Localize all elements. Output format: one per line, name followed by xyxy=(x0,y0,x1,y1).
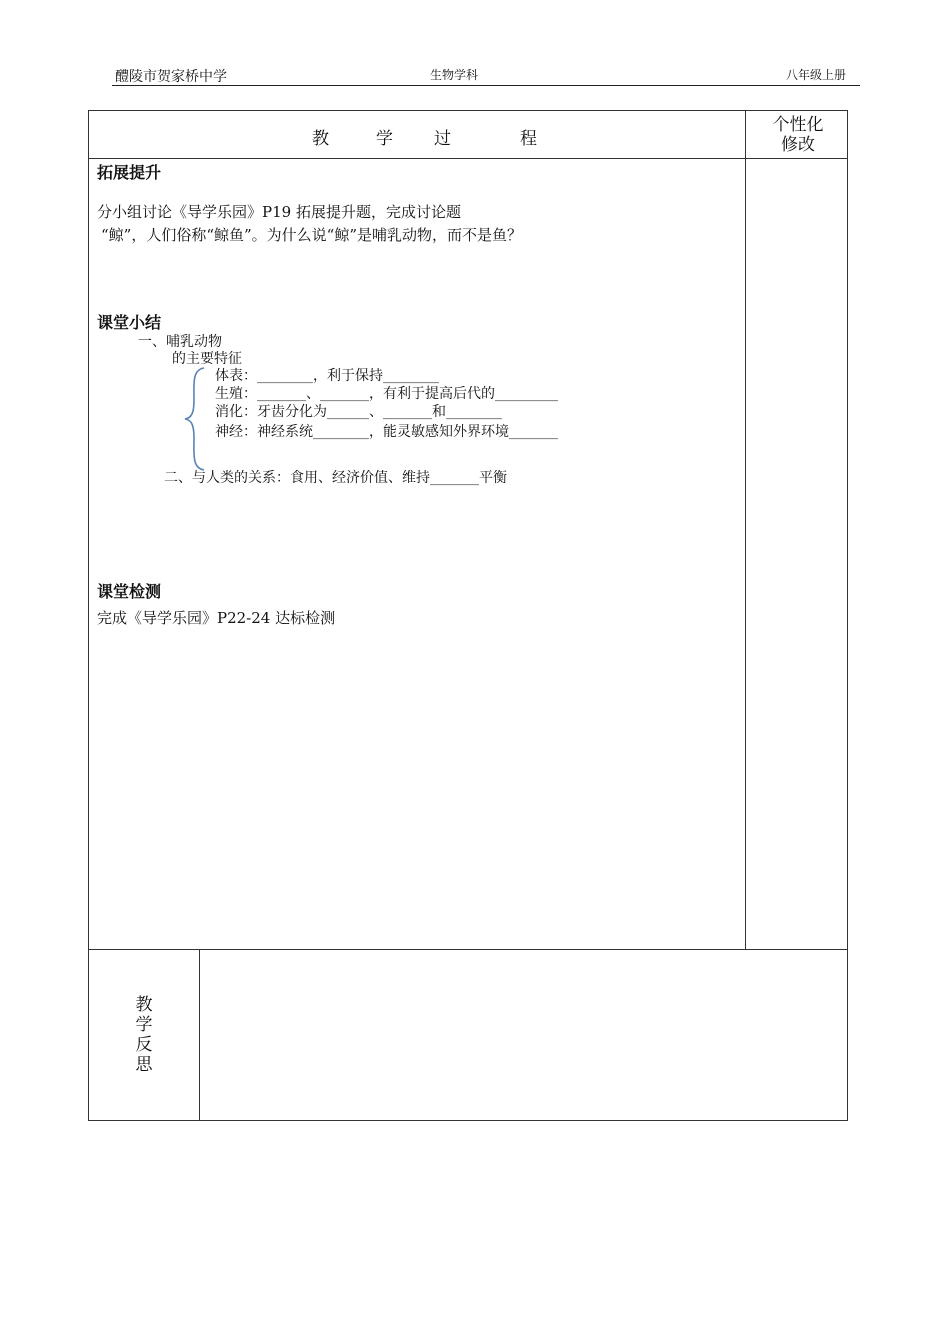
extension-heading: 拓展提升 xyxy=(97,163,162,182)
extension-line: 分小组讨论《导学乐园》P19 拓展提升题，完成讨论题 xyxy=(97,203,461,221)
check-line: 完成《导学乐园》P22-24 达标检测 xyxy=(97,609,336,627)
reflection-char: 教 xyxy=(135,995,153,1015)
check-heading: 课堂检测 xyxy=(97,582,162,601)
feature-row: 生殖：_______、_______，有利于提高后代的_________ xyxy=(215,386,558,402)
summary-item-2: 二、与人类的关系：食用、经济价值、维持_______平衡 xyxy=(164,470,507,486)
summary-heading: 课堂小结 xyxy=(97,313,162,332)
reflection-char: 学 xyxy=(135,1015,153,1035)
reflection-label xyxy=(134,995,154,1075)
personalize-header-line: 修改 xyxy=(781,135,815,155)
curly-brace-icon xyxy=(182,366,208,472)
subject-label: 生物学科 xyxy=(430,68,479,82)
summary-item-1: 一、哺乳动物 xyxy=(138,334,222,350)
header-rule xyxy=(112,85,860,86)
feature-row: 体表：________，利于保持________ xyxy=(215,368,439,384)
process-title xyxy=(312,124,537,149)
reflection-char: 思 xyxy=(135,1055,153,1075)
title-char: 教 xyxy=(312,129,329,149)
grade-label: 八年级上册 xyxy=(786,68,847,82)
summary-item-1-sub: 的主要特征 xyxy=(172,351,242,367)
reflection-content-area[interactable] xyxy=(200,950,847,1120)
school-name: 醴陵市贺家桥中学 xyxy=(115,69,227,85)
title-row-divider xyxy=(88,158,745,159)
title-char: 学 xyxy=(376,129,393,149)
feature-row: 神经：神经系统________，能灵敏感知外界环境_______ xyxy=(215,424,558,440)
personalize-content-area[interactable] xyxy=(746,159,847,949)
personalize-header xyxy=(766,115,830,155)
title-char: 过 xyxy=(434,129,451,149)
extension-question: “鲸”，人们俗称“鲸鱼”。为什么说“鲸”是哺乳动物，而不是鱼？ xyxy=(101,226,523,244)
reflection-char: 反 xyxy=(135,1035,153,1055)
feature-row: 消化：牙齿分化为______、_______和________ xyxy=(215,404,502,420)
title-char: 程 xyxy=(520,129,537,149)
personalize-header-line: 个性化 xyxy=(772,115,824,135)
